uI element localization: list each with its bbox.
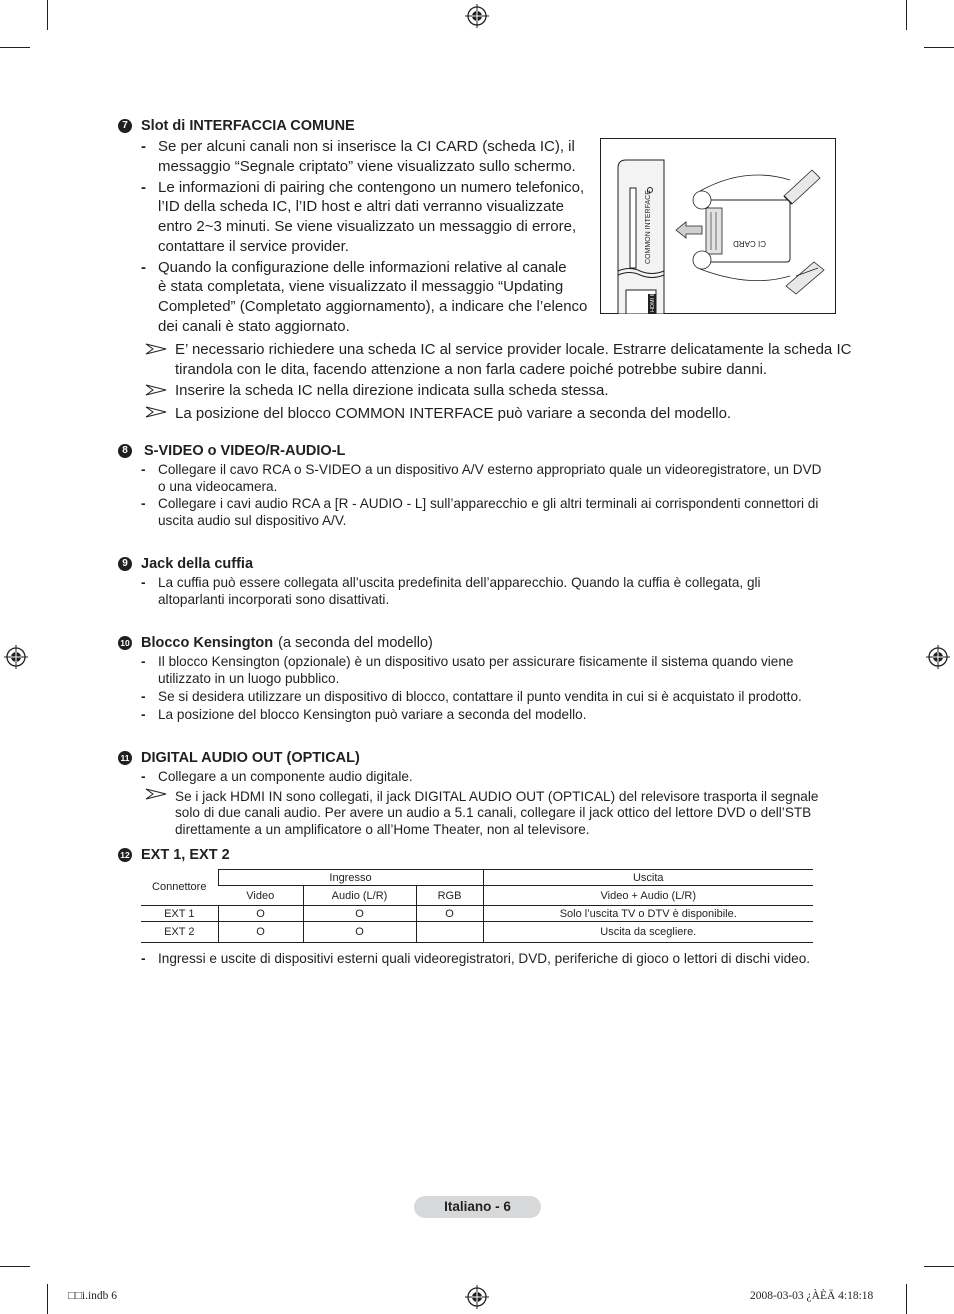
crop-mark xyxy=(0,47,30,48)
note-arrow-icon xyxy=(145,406,167,418)
table-cell: Uscita da scegliere. xyxy=(483,922,813,943)
section-heading-10 xyxy=(118,635,433,651)
text-line: messaggio “Segnale criptato” viene visualizzato sullo schermo. xyxy=(158,158,576,175)
table-cell: O xyxy=(303,922,416,943)
footer-file-info: □□i.indb 6 xyxy=(68,1290,118,1302)
table-cell: O xyxy=(218,906,303,922)
bullet-dash: - xyxy=(141,769,146,784)
table-header-video: Video xyxy=(218,886,303,906)
page-number-badge: Italiano - 6 xyxy=(414,1196,541,1218)
section-title: DIGITAL AUDIO OUT (OPTICAL) xyxy=(141,750,360,766)
crop-mark xyxy=(47,1284,48,1314)
section-heading-11 xyxy=(118,750,360,766)
text-line: Collegare i cavi audio RCA a [R - AUDIO - L] sull’apparecchio e gli altri terminali ai corrispondenti connettori di xyxy=(158,496,819,511)
bullet-dash: - xyxy=(141,951,146,966)
note-line: Se i jack HDMI IN sono collegati, il jack DIGITAL AUDIO OUT (OPTICAL) del relevisore trasporta il segnale xyxy=(175,789,819,804)
section-number: 7 xyxy=(118,119,132,133)
text-line: La posizione del blocco Kensington può variare a seconda del modello. xyxy=(158,707,587,722)
text-line: è stata completata, viene visualizzato il messaggio “Updating xyxy=(158,278,564,295)
section-heading-9 xyxy=(118,556,253,572)
text-line: Ingressi e uscite di dispositivi esterni quali videoregistratori, DVD, periferiche di gioco o lettori di dischi video. xyxy=(158,951,811,966)
section-number: 10 xyxy=(118,636,132,650)
text-line: Completed” (Completato aggiornamento), a indicare che l’elenco xyxy=(158,298,588,315)
note-line: direttamente a un amplificatore o all’Home Theater, non al televisore. xyxy=(175,822,590,837)
table-cell: O xyxy=(218,922,303,943)
text-line: contattare il service provider. xyxy=(158,238,349,255)
ci-card-slot-figure xyxy=(600,138,836,314)
text-line: Le informazioni di pairing che contengono un numero telefonico, xyxy=(158,179,585,196)
bullet-dash: - xyxy=(141,575,146,590)
table-header-audio: Audio (L/R) xyxy=(303,886,416,906)
text-line: l’ID della scheda IC, l’ID host e altri dati verranno visualizzate xyxy=(158,198,565,215)
note-line: Inserire la scheda IC nella direzione indicata sulla scheda stessa. xyxy=(175,382,609,399)
section-title: S-VIDEO o VIDEO/R-AUDIO-L xyxy=(144,443,346,459)
table-header-input: Ingresso xyxy=(218,870,483,886)
section-title: Jack della cuffia xyxy=(141,556,254,572)
table-cell: EXT 2 xyxy=(141,922,218,943)
text-line: Il blocco Kensington (opzionale) è un dispositivo usato per assicurare fisicamente il sistema quando viene xyxy=(158,654,794,669)
table-header-rgb: RGB xyxy=(416,886,483,906)
table-cell: EXT 1 xyxy=(141,906,218,922)
section-number: 12 xyxy=(118,848,132,862)
footer-timestamp: 2008-03-03 ¿ÀÈÄ 4:18:18 xyxy=(750,1290,874,1302)
table-cell: O xyxy=(416,906,483,922)
common-interface-label: COMMON INTERFACE xyxy=(645,190,652,264)
registration-mark-icon xyxy=(465,4,489,28)
text-line: Collegare a un componente audio digitale. xyxy=(158,769,413,784)
text-line: dei canali è stato aggiornato. xyxy=(158,318,350,335)
note-line: tirandola con le dita, facendo attenzione a non farla cadere poiché potrebbe subire danni. xyxy=(175,361,768,378)
section-heading-7 xyxy=(118,118,355,134)
table-header-row xyxy=(141,870,813,886)
table-row xyxy=(141,906,813,922)
table-row xyxy=(141,922,813,943)
hdmi-label: HDMI IN xyxy=(650,290,656,312)
bullet-dash: - xyxy=(141,462,146,477)
crop-mark xyxy=(924,47,954,48)
ext-connector-table xyxy=(141,869,813,943)
section-number: 9 xyxy=(118,557,132,571)
note-arrow-icon xyxy=(145,384,167,396)
note-arrow-icon xyxy=(145,343,167,355)
registration-mark-icon xyxy=(4,645,28,669)
table-header-out: Video + Audio (L/R) xyxy=(483,886,813,906)
section-number: 11 xyxy=(118,751,132,765)
text-line: utilizzato in un luogo pubblico. xyxy=(158,671,340,686)
table-header-output: Uscita xyxy=(483,870,813,886)
note-line: solo di due canali audio. Per avere un audio a 5.1 canali, collegare il jack ottico del lettore DVD o dell’STB xyxy=(175,805,812,820)
text-line: Se per alcuni canali non si inserisce la CI CARD (scheda IC), il xyxy=(158,138,575,155)
bullet-dash: - xyxy=(141,179,146,196)
registration-mark-icon xyxy=(465,1285,489,1309)
text-line: La cuffia può essere collegata all’uscita predefinita dell’apparecchio. Quando la cuffia è collegata, gli xyxy=(158,575,761,590)
crop-mark xyxy=(0,1266,30,1267)
table-subheader-row xyxy=(141,886,813,906)
text-line: o una videocamera. xyxy=(158,479,278,494)
section-heading-8 xyxy=(118,443,345,459)
bullet-dash: - xyxy=(141,689,146,704)
note-arrow-icon xyxy=(145,788,167,800)
section-title: Slot di INTERFACCIA COMUNE xyxy=(141,118,355,134)
crop-mark xyxy=(906,0,907,30)
section-title: Blocco Kensington xyxy=(141,635,274,651)
registration-mark-icon xyxy=(926,645,950,669)
section-heading-12 xyxy=(118,847,230,863)
section-title-suffix: (a seconda del modello) xyxy=(278,635,433,651)
text-line: Se si desidera utilizzare un dispositivo di blocco, contattare il punto vendita in cui si è acquistato il prodotto. xyxy=(158,689,802,704)
table-cell: O xyxy=(303,906,416,922)
section-title: EXT 1, EXT 2 xyxy=(141,847,230,863)
bullet-dash: - xyxy=(141,707,146,722)
ci-card-label: CI CARD xyxy=(733,239,766,248)
bullet-dash: - xyxy=(141,259,146,276)
note-line: La posizione del blocco COMMON INTERFACE può variare a seconda del modello. xyxy=(175,405,732,422)
crop-mark xyxy=(906,1284,907,1314)
crop-mark xyxy=(924,1266,954,1267)
text-line: uscita audio sul dispositivo A/V. xyxy=(158,513,347,528)
table-header-connector: Connettore xyxy=(152,881,207,894)
bullet-dash: - xyxy=(141,654,146,669)
text-line: entro 2~3 minuti. Se viene visualizzato un messaggio di errore, xyxy=(158,218,577,235)
crop-mark xyxy=(47,0,48,30)
text-line: altoparlanti incorporati sono disattivati. xyxy=(158,592,390,607)
table-cell xyxy=(416,922,483,943)
table-cell: Solo l’uscita TV o DTV è disponibile. xyxy=(483,906,813,922)
section-number: 8 xyxy=(118,444,132,458)
bullet-dash: - xyxy=(141,496,146,511)
text-line: Collegare il cavo RCA o S-VIDEO a un dispositivo A/V esterno appropriato quale un videoregistratore, un DVD xyxy=(158,462,822,477)
text-line: Quando la configurazione delle informazioni relative al canale xyxy=(158,259,567,276)
note-line: E’ necessario richiedere una scheda IC al service provider locale. Estrarre delicatamente la scheda IC xyxy=(175,341,852,358)
bullet-dash: - xyxy=(141,138,146,155)
